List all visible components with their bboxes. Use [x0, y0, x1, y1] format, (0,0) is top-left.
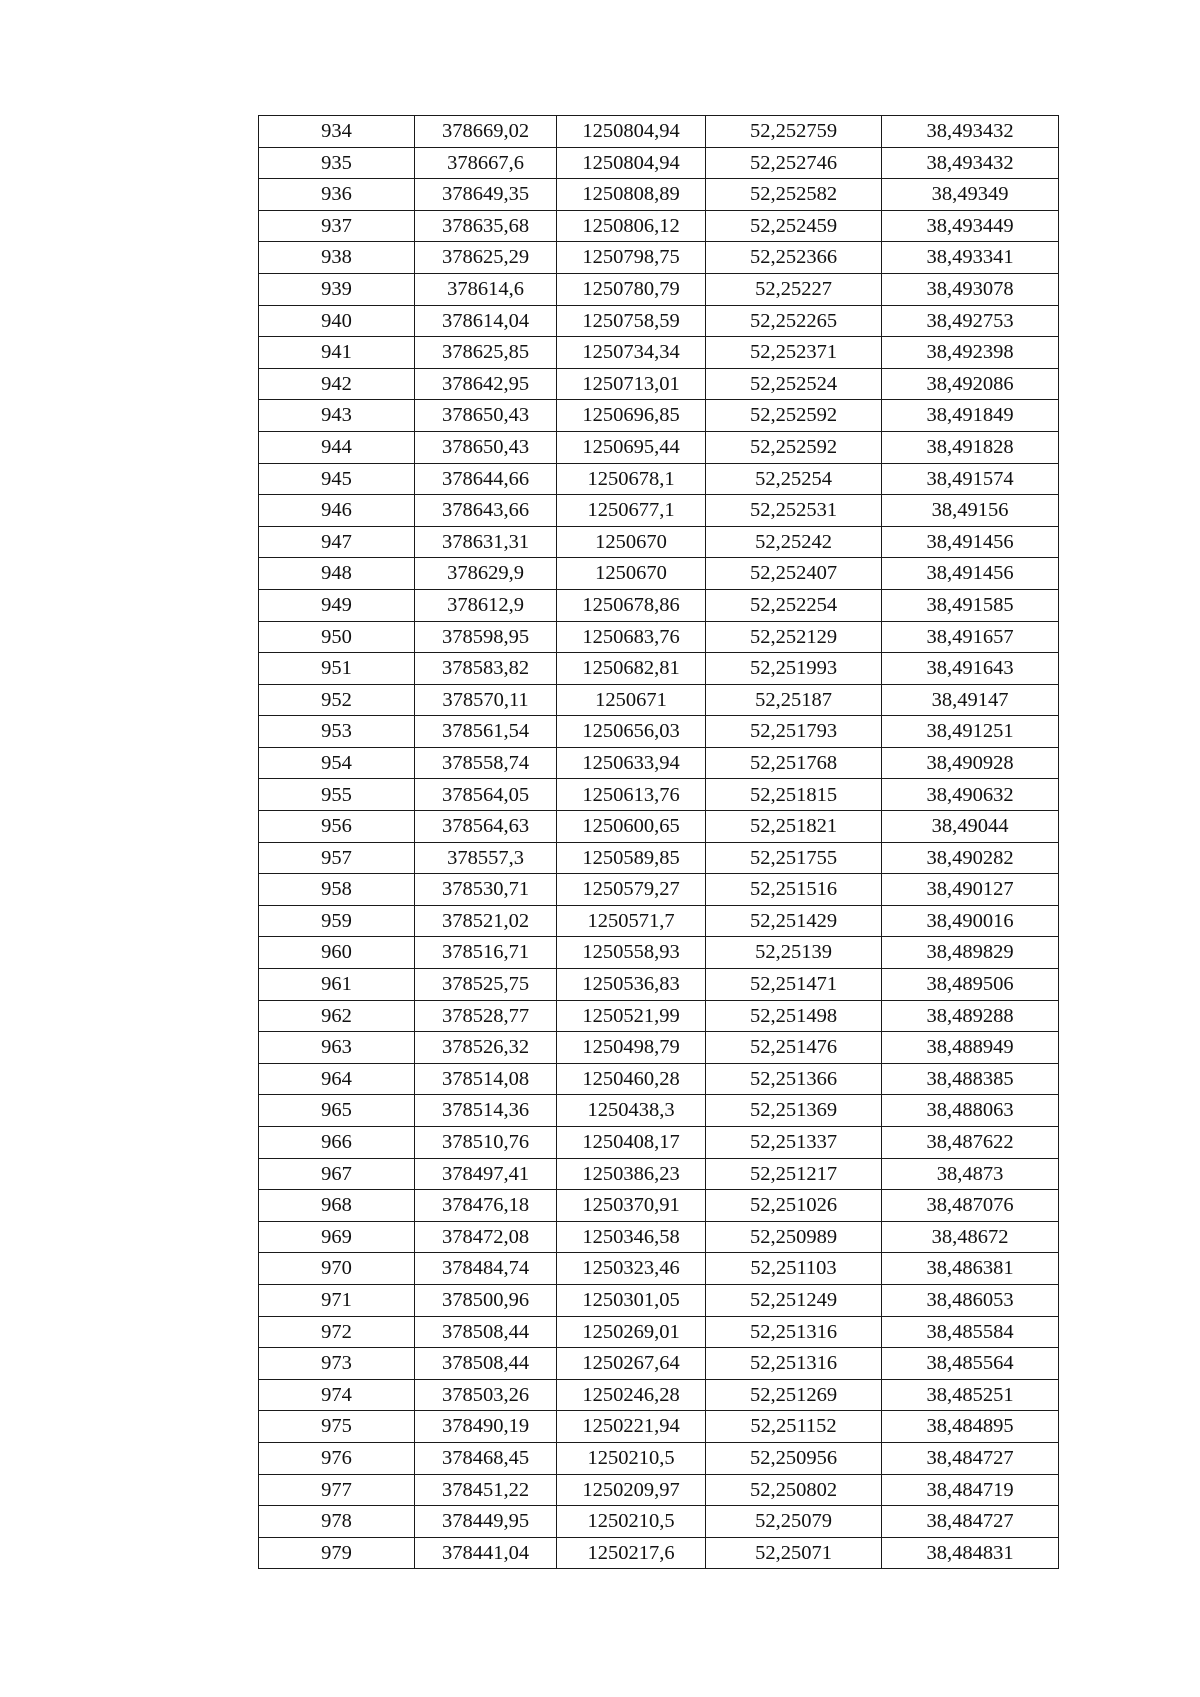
latitude-cell: 52,251249 [706, 1284, 882, 1316]
point-number-cell: 966 [259, 1127, 415, 1159]
point-number-cell: 954 [259, 747, 415, 779]
latitude-cell: 52,252459 [706, 210, 882, 242]
point-number-cell: 934 [259, 116, 415, 148]
latitude-cell: 52,251768 [706, 747, 882, 779]
table-row [259, 1284, 1059, 1316]
latitude-cell: 52,252407 [706, 558, 882, 590]
latitude-cell: 52,251516 [706, 874, 882, 906]
table-row [259, 1253, 1059, 1285]
latitude-cell: 52,250956 [706, 1442, 882, 1474]
latitude-cell: 52,251316 [706, 1348, 882, 1380]
latitude-cell: 52,251498 [706, 1000, 882, 1032]
table-row [259, 1348, 1059, 1380]
longitude-cell: 38,491574 [882, 463, 1059, 495]
latitude-cell: 52,251269 [706, 1379, 882, 1411]
x-coordinate-cell: 378650,43 [415, 431, 557, 463]
y-coordinate-cell: 1250536,83 [557, 969, 706, 1001]
x-coordinate-cell: 378669,02 [415, 116, 557, 148]
y-coordinate-cell: 1250579,27 [557, 874, 706, 906]
x-coordinate-cell: 378570,11 [415, 684, 557, 716]
latitude-cell: 52,25242 [706, 526, 882, 558]
table-row [259, 558, 1059, 590]
x-coordinate-cell: 378564,63 [415, 811, 557, 843]
x-coordinate-cell: 378629,9 [415, 558, 557, 590]
latitude-cell: 52,251103 [706, 1253, 882, 1285]
table-row [259, 684, 1059, 716]
table-row [259, 1063, 1059, 1095]
x-coordinate-cell: 378557,3 [415, 842, 557, 874]
longitude-cell: 38,491456 [882, 526, 1059, 558]
point-number-cell: 955 [259, 779, 415, 811]
x-coordinate-cell: 378490,19 [415, 1411, 557, 1443]
x-coordinate-cell: 378614,6 [415, 273, 557, 305]
y-coordinate-cell: 1250301,05 [557, 1284, 706, 1316]
latitude-cell: 52,251366 [706, 1063, 882, 1095]
table-row [259, 526, 1059, 558]
x-coordinate-cell: 378644,66 [415, 463, 557, 495]
x-coordinate-cell: 378598,95 [415, 621, 557, 653]
y-coordinate-cell: 1250671 [557, 684, 706, 716]
y-coordinate-cell: 1250210,5 [557, 1442, 706, 1474]
longitude-cell: 38,493432 [882, 116, 1059, 148]
longitude-cell: 38,487076 [882, 1190, 1059, 1222]
y-coordinate-cell: 1250678,1 [557, 463, 706, 495]
x-coordinate-cell: 378451,22 [415, 1474, 557, 1506]
table-row [259, 337, 1059, 369]
longitude-cell: 38,491657 [882, 621, 1059, 653]
latitude-cell: 52,252265 [706, 305, 882, 337]
longitude-cell: 38,486381 [882, 1253, 1059, 1285]
y-coordinate-cell: 1250346,58 [557, 1221, 706, 1253]
y-coordinate-cell: 1250323,46 [557, 1253, 706, 1285]
y-coordinate-cell: 1250210,5 [557, 1506, 706, 1538]
longitude-cell: 38,491643 [882, 653, 1059, 685]
y-coordinate-cell: 1250804,94 [557, 116, 706, 148]
latitude-cell: 52,252746 [706, 147, 882, 179]
y-coordinate-cell: 1250386,23 [557, 1158, 706, 1190]
longitude-cell: 38,49156 [882, 495, 1059, 527]
x-coordinate-cell: 378503,26 [415, 1379, 557, 1411]
y-coordinate-cell: 1250633,94 [557, 747, 706, 779]
table-row [259, 210, 1059, 242]
y-coordinate-cell: 1250438,3 [557, 1095, 706, 1127]
point-number-cell: 939 [259, 273, 415, 305]
y-coordinate-cell: 1250408,17 [557, 1127, 706, 1159]
longitude-cell: 38,489829 [882, 937, 1059, 969]
y-coordinate-cell: 1250677,1 [557, 495, 706, 527]
longitude-cell: 38,49044 [882, 811, 1059, 843]
latitude-cell: 52,252531 [706, 495, 882, 527]
longitude-cell: 38,493432 [882, 147, 1059, 179]
longitude-cell: 38,485564 [882, 1348, 1059, 1380]
table-row [259, 463, 1059, 495]
table-row [259, 1127, 1059, 1159]
table-row [259, 842, 1059, 874]
longitude-cell: 38,492753 [882, 305, 1059, 337]
point-number-cell: 971 [259, 1284, 415, 1316]
table-row [259, 811, 1059, 843]
latitude-cell: 52,251476 [706, 1032, 882, 1064]
y-coordinate-cell: 1250734,34 [557, 337, 706, 369]
x-coordinate-cell: 378558,74 [415, 747, 557, 779]
x-coordinate-cell: 378583,82 [415, 653, 557, 685]
point-number-cell: 978 [259, 1506, 415, 1538]
latitude-cell: 52,252582 [706, 179, 882, 211]
x-coordinate-cell: 378441,04 [415, 1537, 557, 1569]
y-coordinate-cell: 1250808,89 [557, 179, 706, 211]
latitude-cell: 52,252366 [706, 242, 882, 274]
point-number-cell: 941 [259, 337, 415, 369]
point-number-cell: 964 [259, 1063, 415, 1095]
longitude-cell: 38,486053 [882, 1284, 1059, 1316]
x-coordinate-cell: 378614,04 [415, 305, 557, 337]
table-row [259, 1190, 1059, 1222]
table-row [259, 1032, 1059, 1064]
latitude-cell: 52,25227 [706, 273, 882, 305]
x-coordinate-cell: 378642,95 [415, 368, 557, 400]
table-row [259, 874, 1059, 906]
x-coordinate-cell: 378643,66 [415, 495, 557, 527]
longitude-cell: 38,49349 [882, 179, 1059, 211]
point-number-cell: 967 [259, 1158, 415, 1190]
y-coordinate-cell: 1250678,86 [557, 589, 706, 621]
x-coordinate-cell: 378508,44 [415, 1316, 557, 1348]
point-number-cell: 937 [259, 210, 415, 242]
point-number-cell: 974 [259, 1379, 415, 1411]
y-coordinate-cell: 1250613,76 [557, 779, 706, 811]
point-number-cell: 935 [259, 147, 415, 179]
longitude-cell: 38,493078 [882, 273, 1059, 305]
point-number-cell: 945 [259, 463, 415, 495]
table-row [259, 1474, 1059, 1506]
longitude-cell: 38,485251 [882, 1379, 1059, 1411]
longitude-cell: 38,492398 [882, 337, 1059, 369]
point-number-cell: 969 [259, 1221, 415, 1253]
point-number-cell: 959 [259, 905, 415, 937]
x-coordinate-cell: 378508,44 [415, 1348, 557, 1380]
latitude-cell: 52,251793 [706, 716, 882, 748]
table-row [259, 179, 1059, 211]
x-coordinate-cell: 378650,43 [415, 400, 557, 432]
y-coordinate-cell: 1250656,03 [557, 716, 706, 748]
table-row [259, 400, 1059, 432]
longitude-cell: 38,484895 [882, 1411, 1059, 1443]
point-number-cell: 942 [259, 368, 415, 400]
y-coordinate-cell: 1250696,85 [557, 400, 706, 432]
y-coordinate-cell: 1250246,28 [557, 1379, 706, 1411]
x-coordinate-cell: 378468,45 [415, 1442, 557, 1474]
latitude-cell: 52,252254 [706, 589, 882, 621]
y-coordinate-cell: 1250498,79 [557, 1032, 706, 1064]
y-coordinate-cell: 1250600,65 [557, 811, 706, 843]
latitude-cell: 52,251369 [706, 1095, 882, 1127]
x-coordinate-cell: 378484,74 [415, 1253, 557, 1285]
longitude-cell: 38,489288 [882, 1000, 1059, 1032]
latitude-cell: 52,25071 [706, 1537, 882, 1569]
table-row [259, 147, 1059, 179]
y-coordinate-cell: 1250806,12 [557, 210, 706, 242]
table-row [259, 1316, 1059, 1348]
longitude-cell: 38,484719 [882, 1474, 1059, 1506]
latitude-cell: 52,251429 [706, 905, 882, 937]
point-number-cell: 960 [259, 937, 415, 969]
point-number-cell: 952 [259, 684, 415, 716]
latitude-cell: 52,252592 [706, 431, 882, 463]
latitude-cell: 52,252129 [706, 621, 882, 653]
longitude-cell: 38,4873 [882, 1158, 1059, 1190]
y-coordinate-cell: 1250217,6 [557, 1537, 706, 1569]
longitude-cell: 38,487622 [882, 1127, 1059, 1159]
latitude-cell: 52,251337 [706, 1127, 882, 1159]
x-coordinate-cell: 378530,71 [415, 874, 557, 906]
y-coordinate-cell: 1250221,94 [557, 1411, 706, 1443]
point-number-cell: 973 [259, 1348, 415, 1380]
table-row [259, 368, 1059, 400]
latitude-cell: 52,25079 [706, 1506, 882, 1538]
longitude-cell: 38,488385 [882, 1063, 1059, 1095]
longitude-cell: 38,488949 [882, 1032, 1059, 1064]
y-coordinate-cell: 1250798,75 [557, 242, 706, 274]
point-number-cell: 976 [259, 1442, 415, 1474]
x-coordinate-cell: 378631,31 [415, 526, 557, 558]
point-number-cell: 948 [259, 558, 415, 590]
x-coordinate-cell: 378521,02 [415, 905, 557, 937]
longitude-cell: 38,491828 [882, 431, 1059, 463]
longitude-cell: 38,48672 [882, 1221, 1059, 1253]
point-number-cell: 975 [259, 1411, 415, 1443]
longitude-cell: 38,488063 [882, 1095, 1059, 1127]
x-coordinate-cell: 378564,05 [415, 779, 557, 811]
latitude-cell: 52,252371 [706, 337, 882, 369]
x-coordinate-cell: 378497,41 [415, 1158, 557, 1190]
y-coordinate-cell: 1250558,93 [557, 937, 706, 969]
point-number-cell: 979 [259, 1537, 415, 1569]
y-coordinate-cell: 1250682,81 [557, 653, 706, 685]
y-coordinate-cell: 1250670 [557, 526, 706, 558]
table-row [259, 1411, 1059, 1443]
table-row [259, 1442, 1059, 1474]
latitude-cell: 52,251815 [706, 779, 882, 811]
y-coordinate-cell: 1250521,99 [557, 1000, 706, 1032]
latitude-cell: 52,250989 [706, 1221, 882, 1253]
x-coordinate-cell: 378667,6 [415, 147, 557, 179]
latitude-cell: 52,25187 [706, 684, 882, 716]
longitude-cell: 38,484831 [882, 1537, 1059, 1569]
point-number-cell: 947 [259, 526, 415, 558]
latitude-cell: 52,25139 [706, 937, 882, 969]
point-number-cell: 940 [259, 305, 415, 337]
x-coordinate-cell: 378635,68 [415, 210, 557, 242]
point-number-cell: 970 [259, 1253, 415, 1285]
table-row [259, 937, 1059, 969]
table-row [259, 1537, 1059, 1569]
table-row [259, 653, 1059, 685]
table-row [259, 1221, 1059, 1253]
longitude-cell: 38,490016 [882, 905, 1059, 937]
x-coordinate-cell: 378625,29 [415, 242, 557, 274]
table-row [259, 747, 1059, 779]
x-coordinate-cell: 378649,35 [415, 179, 557, 211]
longitude-cell: 38,491585 [882, 589, 1059, 621]
point-number-cell: 938 [259, 242, 415, 274]
longitude-cell: 38,484727 [882, 1442, 1059, 1474]
latitude-cell: 52,252759 [706, 116, 882, 148]
y-coordinate-cell: 1250209,97 [557, 1474, 706, 1506]
point-number-cell: 944 [259, 431, 415, 463]
longitude-cell: 38,484727 [882, 1506, 1059, 1538]
longitude-cell: 38,491456 [882, 558, 1059, 590]
latitude-cell: 52,251152 [706, 1411, 882, 1443]
longitude-cell: 38,489506 [882, 969, 1059, 1001]
x-coordinate-cell: 378528,77 [415, 1000, 557, 1032]
table-row [259, 716, 1059, 748]
point-number-cell: 956 [259, 811, 415, 843]
coordinates-table-body [259, 116, 1059, 1569]
point-number-cell: 961 [259, 969, 415, 1001]
point-number-cell: 963 [259, 1032, 415, 1064]
x-coordinate-cell: 378476,18 [415, 1190, 557, 1222]
table-row [259, 273, 1059, 305]
longitude-cell: 38,493341 [882, 242, 1059, 274]
y-coordinate-cell: 1250683,76 [557, 621, 706, 653]
latitude-cell: 52,251217 [706, 1158, 882, 1190]
latitude-cell: 52,251316 [706, 1316, 882, 1348]
y-coordinate-cell: 1250267,64 [557, 1348, 706, 1380]
table-row [259, 621, 1059, 653]
x-coordinate-cell: 378612,9 [415, 589, 557, 621]
table-row [259, 905, 1059, 937]
longitude-cell: 38,492086 [882, 368, 1059, 400]
table-row [259, 1158, 1059, 1190]
latitude-cell: 52,25254 [706, 463, 882, 495]
point-number-cell: 951 [259, 653, 415, 685]
point-number-cell: 968 [259, 1190, 415, 1222]
y-coordinate-cell: 1250571,7 [557, 905, 706, 937]
table-row [259, 495, 1059, 527]
longitude-cell: 38,490928 [882, 747, 1059, 779]
y-coordinate-cell: 1250589,85 [557, 842, 706, 874]
point-number-cell: 946 [259, 495, 415, 527]
table-row [259, 779, 1059, 811]
latitude-cell: 52,252524 [706, 368, 882, 400]
table-row [259, 1095, 1059, 1127]
longitude-cell: 38,490127 [882, 874, 1059, 906]
point-number-cell: 965 [259, 1095, 415, 1127]
latitude-cell: 52,251471 [706, 969, 882, 1001]
y-coordinate-cell: 1250460,28 [557, 1063, 706, 1095]
x-coordinate-cell: 378561,54 [415, 716, 557, 748]
point-number-cell: 957 [259, 842, 415, 874]
table-row [259, 589, 1059, 621]
x-coordinate-cell: 378516,71 [415, 937, 557, 969]
x-coordinate-cell: 378525,75 [415, 969, 557, 1001]
longitude-cell: 38,491849 [882, 400, 1059, 432]
longitude-cell: 38,493449 [882, 210, 1059, 242]
y-coordinate-cell: 1250713,01 [557, 368, 706, 400]
longitude-cell: 38,490282 [882, 842, 1059, 874]
point-number-cell: 977 [259, 1474, 415, 1506]
table-row [259, 1379, 1059, 1411]
latitude-cell: 52,251755 [706, 842, 882, 874]
x-coordinate-cell: 378526,32 [415, 1032, 557, 1064]
y-coordinate-cell: 1250758,59 [557, 305, 706, 337]
y-coordinate-cell: 1250370,91 [557, 1190, 706, 1222]
x-coordinate-cell: 378500,96 [415, 1284, 557, 1316]
latitude-cell: 52,251993 [706, 653, 882, 685]
point-number-cell: 943 [259, 400, 415, 432]
y-coordinate-cell: 1250780,79 [557, 273, 706, 305]
y-coordinate-cell: 1250695,44 [557, 431, 706, 463]
point-number-cell: 958 [259, 874, 415, 906]
coordinates-table [258, 115, 1059, 1569]
latitude-cell: 52,252592 [706, 400, 882, 432]
table-row [259, 431, 1059, 463]
y-coordinate-cell: 1250670 [557, 558, 706, 590]
point-number-cell: 936 [259, 179, 415, 211]
latitude-cell: 52,251821 [706, 811, 882, 843]
latitude-cell: 52,250802 [706, 1474, 882, 1506]
x-coordinate-cell: 378625,85 [415, 337, 557, 369]
x-coordinate-cell: 378510,76 [415, 1127, 557, 1159]
x-coordinate-cell: 378472,08 [415, 1221, 557, 1253]
table-row [259, 969, 1059, 1001]
point-number-cell: 949 [259, 589, 415, 621]
longitude-cell: 38,490632 [882, 779, 1059, 811]
table-row [259, 242, 1059, 274]
x-coordinate-cell: 378514,08 [415, 1063, 557, 1095]
longitude-cell: 38,49147 [882, 684, 1059, 716]
longitude-cell: 38,485584 [882, 1316, 1059, 1348]
latitude-cell: 52,251026 [706, 1190, 882, 1222]
point-number-cell: 962 [259, 1000, 415, 1032]
point-number-cell: 953 [259, 716, 415, 748]
longitude-cell: 38,491251 [882, 716, 1059, 748]
point-number-cell: 950 [259, 621, 415, 653]
y-coordinate-cell: 1250269,01 [557, 1316, 706, 1348]
table-row [259, 1506, 1059, 1538]
x-coordinate-cell: 378449,95 [415, 1506, 557, 1538]
table-row [259, 1000, 1059, 1032]
point-number-cell: 972 [259, 1316, 415, 1348]
table-row [259, 305, 1059, 337]
table-row [259, 116, 1059, 148]
y-coordinate-cell: 1250804,94 [557, 147, 706, 179]
x-coordinate-cell: 378514,36 [415, 1095, 557, 1127]
